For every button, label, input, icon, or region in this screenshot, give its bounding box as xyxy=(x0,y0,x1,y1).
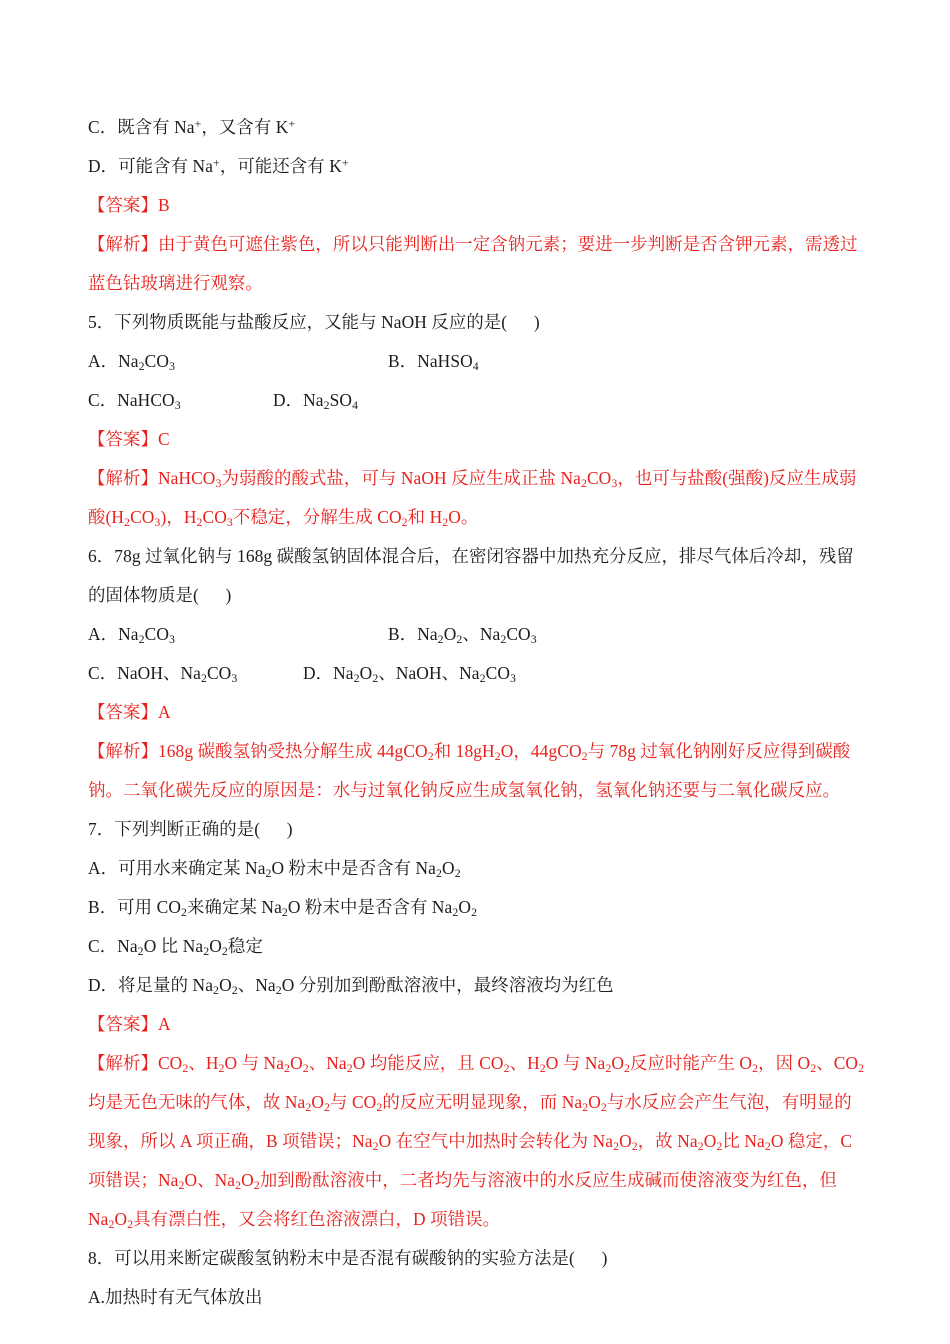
analysis-tag: 【解析】 xyxy=(88,468,158,488)
answer-tag: 【答案】 xyxy=(88,1014,158,1034)
q5-analysis-sub-5: 3 xyxy=(154,515,161,530)
q5-analysis-seg-4: ，也可与盐酸(强酸)反应生成弱酸(H xyxy=(88,468,857,527)
q5-option-b xyxy=(388,342,479,381)
q4-option-c-mid: ，又含有 K xyxy=(201,117,289,137)
q7-analysis-row xyxy=(88,1044,865,1239)
q6-answer-row xyxy=(88,693,865,732)
q5-analysis-seg-5: CO xyxy=(130,507,155,527)
q5-analysis-sub-9: 2 xyxy=(442,515,449,530)
q7-answer-row xyxy=(88,1005,865,1044)
q5-analysis-row xyxy=(88,459,865,537)
answer-tag: 【答案】 xyxy=(88,702,158,722)
q7-answer-value: A xyxy=(157,1014,171,1034)
q4-option-c-charge-1: + xyxy=(194,116,202,131)
analysis-tag: 【解析】 xyxy=(88,741,158,761)
q5-analysis-seg-8: 不稳定，分解生成 CO xyxy=(232,507,402,527)
q4-option-c xyxy=(88,108,865,147)
q4-option-d-text: D．可能含有 Na xyxy=(88,156,214,176)
q5-analysis-seg-10: O。 xyxy=(448,507,479,527)
q5-analysis-sub-2: 2 xyxy=(580,476,587,491)
q4-answer-row xyxy=(88,186,865,225)
q6-analysis-row xyxy=(88,732,865,810)
q5-answer-row xyxy=(88,420,865,459)
q5-option-c-sub: 3 xyxy=(174,398,181,413)
q4-option-c-text: C．既含有 Na xyxy=(88,117,195,137)
q6-answer-value: A xyxy=(157,702,171,722)
q5-analysis-seg-9: 和 H xyxy=(407,507,443,527)
answer-tag: 【答案】 xyxy=(88,195,158,215)
q4-analysis-row xyxy=(88,225,865,303)
q7-stem: 7．下列判断正确的是( ) xyxy=(88,819,293,839)
q7-option-c: C．$Na_2O$ 比 $Na_2O_2$稳定 xyxy=(88,936,263,959)
q7-option-b: B．可用 $CO_2$来确定某 $Na_2O$ 粉末中是否含有 $Na_2O_2$ xyxy=(88,897,478,920)
q5-option-b-sub: 4 xyxy=(472,359,479,374)
analysis-tag: 【解析】 xyxy=(88,234,158,254)
q5-analysis-seg-2: 为弱酸的酸式盐，可与 NaOH 反应生成正盐 Na xyxy=(221,468,581,488)
q5-option-d xyxy=(273,381,358,420)
q6-stem: 6．78g 过氧化钠与 168g 碳酸氢钠固体混合后，在密闭容器中加热充分反应，排尽气体后冷却，残留的固体物质是( ) xyxy=(88,546,854,605)
q4-option-d-charge-2: + xyxy=(341,155,349,170)
q8-option-a: A.加热时有无气体放出 xyxy=(88,1287,263,1307)
q4-option-c-charge-2: + xyxy=(288,116,296,131)
q6-option-c: C．NaOH、$Na_2CO_3$ xyxy=(88,663,238,686)
q5-option-d-mid: SO xyxy=(329,390,353,410)
q6-option-d: D．$Na_2O_2$、NaOH、$Na_2CO_3$ xyxy=(303,663,516,686)
q4-analysis-text: 由于黄色可遮住紫色，所以只能判断出一定含钠元素；要进一步判断是否含钾元素，需透过蓝色钴玻璃进行观察。 xyxy=(88,234,858,293)
q5-option-c xyxy=(88,381,273,420)
q5-option-d-sub-2: 4 xyxy=(352,398,359,413)
q7-analysis-text: $CO_2$、$H_2O$ 与 $Na_2O_2$、$Na_2O$ 均能反应，且 $CO_2$、$H_2O$ 与 $Na_2O_2$反应时能产生 $O_2$，因 $O_2$、$CO_2$均是无色无味的气体，故 $Na_2O_2$与 $CO_2$的反应无明显现象，而 $Na_2O_2$与水反应会产生气泡，有明显的现象，所以 A 项正确，B 项错误；$Na_2O$ 在空气中加热时会转化为 $Na_2O_2$，故 $Na_2O_2$比 $Na_2O$ 稳定，C 项错误；$Na_2O$、$Na_2O_2$加到酚酞溶液中，二者均先与溶液中的水反应生成碱而使溶液变为红色，但 $Na_2O_2$具有漂白性，又会将红色溶液漂白，D 项错误。 xyxy=(88,1053,865,1232)
q5-analysis-seg-1: NaHCO xyxy=(157,468,216,488)
q5-option-a-sub-1: 2 xyxy=(138,359,145,374)
answer-tag: 【答案】 xyxy=(88,429,158,449)
q5-option-a-sub-2: 3 xyxy=(169,359,176,374)
q7-option-d: D．将足量的 $Na_2O_2$、$Na_2O$ 分别加到酚酞溶液中，最终溶液均为红色 xyxy=(88,975,614,998)
q4-answer-value: B xyxy=(157,195,170,215)
q5-options-row-2 xyxy=(88,381,865,420)
q4-option-d-mid: ，可能还含有 K xyxy=(219,156,342,176)
q5-analysis-sub-6: 2 xyxy=(196,515,203,530)
q5-option-c-pre: C．NaHCO xyxy=(88,390,175,410)
analysis-tag: 【解析】 xyxy=(88,1053,158,1073)
q5-options-row-1 xyxy=(88,342,865,381)
q6-options-row-2 xyxy=(88,654,865,693)
q5-option-a-pre: A．Na xyxy=(88,351,139,371)
q6-options-row-1 xyxy=(88,615,865,654)
q5-option-b-pre: B．NaHSO xyxy=(388,351,473,371)
q5-analysis-seg-7: CO xyxy=(202,507,227,527)
q6-option-a: A．$Na_2CO_3$ xyxy=(88,624,176,647)
q5-option-d-pre: D．Na xyxy=(273,390,324,410)
q6-option-b: B．$Na_2O_2$、$Na_2CO_3$ xyxy=(388,624,537,647)
q5-stem: 5．下列物质既能与盐酸反应，又能与 NaOH 反应的是( ) xyxy=(88,312,540,332)
q5-analysis-sub-4: 2 xyxy=(124,515,131,530)
q5-analysis-sub-8: 2 xyxy=(401,515,408,530)
q5-option-a-mid: CO xyxy=(144,351,170,371)
q7-option-a: A．可用水来确定某 $Na_2O$ 粉末中是否含有 $Na_2O_2$ xyxy=(88,858,461,881)
q8-stem: 8．可以用来断定碳酸氢钠粉末中是否混有碳酸钠的实验方法是( ) xyxy=(88,1248,608,1268)
q5-analysis-sub-3: 3 xyxy=(611,476,618,491)
q5-analysis-sub-1: 3 xyxy=(215,476,222,491)
q5-analysis-seg-3: CO xyxy=(586,468,612,488)
q6-analysis-text: 168g 碳酸氢钠受热分解生成 44gCO$_2$和 $18gH_2O$，44gCO$_2$与 78g 过氧化钠刚好反应得到碳酸钠。二氧化碳先反应的原因是：水与过氧化钠反应生成氢氧化钠，氢氧化钠还要与二氧化碳反应。 xyxy=(88,741,851,800)
q5-option-d-sub-1: 2 xyxy=(323,398,330,413)
q5-answer-value: C xyxy=(157,429,170,449)
q5-analysis-seg-6: )，H xyxy=(160,507,197,527)
q4-option-d-charge-1: + xyxy=(213,155,220,170)
q5-option-a xyxy=(88,342,388,381)
q4-option-d xyxy=(88,147,865,186)
q5-analysis-sub-7: 3 xyxy=(226,515,233,530)
